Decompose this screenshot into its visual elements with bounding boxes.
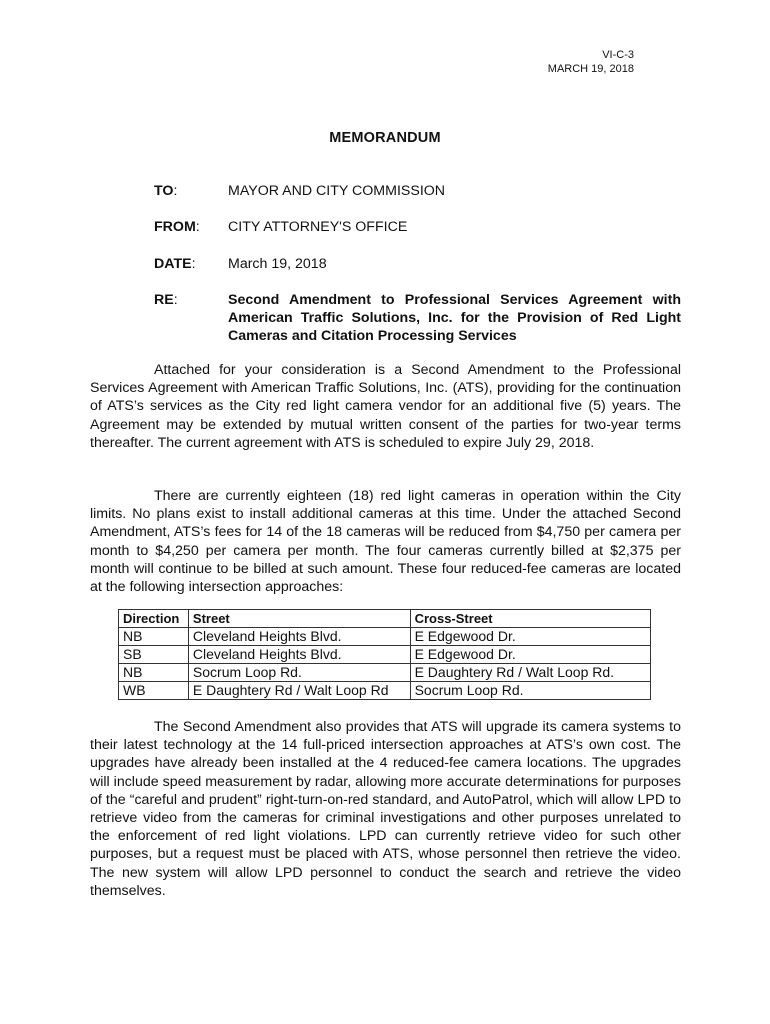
- from-label: FROM: [154, 219, 196, 235]
- direction-cell: NB: [119, 628, 189, 646]
- table-row: [119, 628, 651, 646]
- page-reference: [548, 48, 634, 76]
- to-value: MAYOR AND CITY COMMISSION: [228, 183, 446, 199]
- document-date: MARCH 19, 2018: [547, 63, 634, 75]
- direction-cell: SB: [119, 646, 189, 664]
- street-cell: Cleveland Heights Blvd.: [188, 646, 410, 664]
- re-subject: Second Amendment to Professional Services Agreement with American Traffic Solutions, Inc. for the Provision of Red Light Cameras and Citation Processing Services: [228, 292, 681, 345]
- table-header-row: [119, 610, 651, 628]
- table-row: [119, 682, 651, 700]
- street-cell: Cleveland Heights Blvd.: [188, 628, 410, 646]
- column-header-cross-street: Cross-Street: [410, 610, 650, 628]
- column-header-direction: Direction: [119, 610, 189, 628]
- from-value: CITY ATTORNEY'S OFFICE: [228, 219, 408, 235]
- memo-from-row: FROM: CITY ATTORNEY'S OFFICE: [154, 218, 681, 236]
- date-value: March 19, 2018: [228, 256, 327, 272]
- street-cell: Socrum Loop Rd.: [188, 664, 410, 682]
- memo-title: MEMORANDUM: [329, 130, 441, 146]
- re-label: RE: [154, 292, 174, 308]
- direction-cell: WB: [119, 682, 189, 700]
- body-paragraph-1: Attached for your consideration is a Second Amendment to the Professional Services Agreement with American Traffic Solutions, Inc. (ATS), providing for the continuation of ATS’s services as the City red light camera vendor for an additional five (5) years. The Agreement may be extended by mutual written consent of the parties for two-year terms thereafter. The current agreement with ATS is scheduled to expire July 29, 2018.: [90, 362, 681, 451]
- body-paragraph-3: The Second Amendment also provides that ATS will upgrade its camera systems to their latest technology at the 14 full-priced intersection approaches at ATS’s own cost. The upgrades have already been installed at the 4 reduced-fee camera locations. The upgrades will include speed measurement by radar, allowing more accurate determinations for purposes of the “careful and prudent” right-turn-on-red standard, and AutoPatrol, which will allow LPD to retrieve video from the cameras for criminal investigations and other purposes unrelated to the enforcement of red light violations. LPD can currently retrieve video for such other purposes, but a request must be placed with ATS, whose personnel then retrieve the video. The new system will allow LPD personnel to conduct the search and retrieve the video themselves.: [90, 719, 681, 899]
- body-paragraph-2: There are currently eighteen (18) red light cameras in operation within the City limits. No plans exist to install additional cameras at this time. Under the attached Second Amendment, ATS’s fees for 14 of the 18 cameras will be reduced from $4,750 per camera per month to $4,250 per camera per month. The four cameras currently billed at $2,375 per month will continue to be billed at such amount. These four reduced-fee cameras are located at the following intersection approaches:: [90, 488, 681, 596]
- memo-to-row: TO: MAYOR AND CITY COMMISSION: [154, 182, 681, 200]
- cross-street-cell: E Edgewood Dr.: [410, 646, 650, 664]
- table-row: [119, 664, 651, 682]
- cross-street-cell: E Edgewood Dr.: [410, 628, 650, 646]
- date-label: DATE: [154, 256, 192, 272]
- table-row: [119, 646, 651, 664]
- to-label: TO: [154, 183, 174, 199]
- memo-date-row: DATE: March 19, 2018: [154, 255, 681, 273]
- cross-street-cell: E Daughtery Rd / Walt Loop Rd.: [410, 664, 650, 682]
- memo-re-row: RE: Second Amendment to Professional Services Agreement with American Traffic Solutions, Inc. for the Provision of Red Light Cameras and Citation Processing Services: [154, 292, 681, 345]
- document-number: VI-C-3: [602, 49, 634, 61]
- direction-cell: NB: [119, 664, 189, 682]
- cross-street-cell: Socrum Loop Rd.: [410, 682, 650, 700]
- column-header-street: Street: [188, 610, 410, 628]
- intersection-table: [118, 609, 651, 700]
- street-cell: E Daughtery Rd / Walt Loop Rd: [188, 682, 410, 700]
